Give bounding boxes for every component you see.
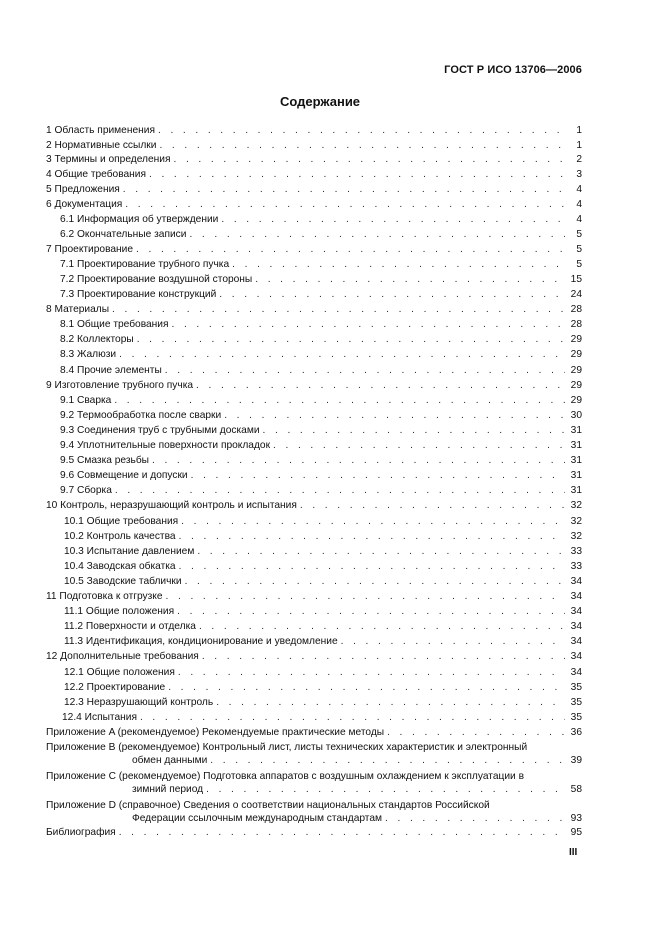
dot-leader [158,124,565,138]
dot-leader [197,545,565,559]
toc-entry [64,545,582,559]
toc-entry [64,530,582,544]
toc-entry [46,303,582,317]
toc-entry [46,590,582,604]
toc-entry-title: 9 Изготовление трубного пучка [46,380,194,391]
dot-leader [181,515,565,529]
dot-leader [168,681,565,695]
toc-entry-title: 9.4 Уплотнительные поверхности прокладок [60,440,271,451]
toc-entry-title: 9.6 Совмещение и допуски [60,470,188,481]
dot-leader [210,754,565,768]
toc-entry-page: 31 [570,455,582,466]
toc-entry-page: 35 [570,712,582,723]
toc-entry-title: Приложение A (рекомендуемое) Рекомендуемые практические методы [46,727,385,738]
toc-entry-title: 7.2 Проектирование воздушной стороны [60,274,253,285]
toc-entry-page: 5 [576,244,582,255]
toc-entry [60,484,582,498]
dot-leader [178,666,565,680]
dot-leader [224,409,565,423]
toc-entry-page: 31 [570,470,582,481]
toc-entry [64,605,582,619]
toc-entry [60,424,582,438]
toc-entry [60,439,582,453]
toc-entry [132,812,582,826]
dot-leader [166,590,565,604]
toc-entry-title: Приложение C (рекомендуемое) Подготовка аппаратов с воздушным охлаждением к эксплуатации в [46,771,524,782]
toc-entry-page: 32 [570,531,582,542]
toc-entry-page: 58 [570,784,582,795]
toc-entry-title: 9.2 Термообработка после сварки [60,410,222,421]
toc-entry-title: 8.1 Общие требования [60,319,169,330]
toc-entry-page: 5 [576,229,582,240]
dot-leader [140,711,565,725]
toc-entry-page: 29 [570,380,582,391]
toc-entry [46,826,582,840]
toc-entry [64,635,582,649]
dot-leader [179,530,565,544]
toc-entry-title: Приложение D (справочное) Сведения о соответствии национальных стандартов Российской [46,800,490,811]
toc-entry [62,711,582,725]
toc-entry-page: 39 [570,755,582,766]
toc-entry [46,183,582,197]
toc-entry [60,228,582,242]
toc-entry [46,153,582,167]
toc-entry-page: 33 [570,546,582,557]
toc-entry [46,124,582,138]
toc-entry-page: 4 [576,199,582,210]
toc-entry-page: 5 [576,259,582,270]
toc-entry-title: 1 Область применения [46,125,155,136]
toc-entry-page: 32 [570,500,582,511]
dot-leader [165,364,565,378]
dot-leader [263,424,565,438]
toc-entry-title: 3 Термины и определения [46,154,171,165]
toc-entry-page: 31 [570,425,582,436]
toc-entry [64,575,582,589]
toc-entry-title: 12 Дополнительные требования [46,651,199,662]
toc-entry-page: 1 [576,140,582,151]
toc-entry [46,770,524,784]
dot-leader [173,153,565,167]
dot-leader [185,575,565,589]
page-number: III [569,847,578,858]
toc-entry-page: 34 [570,621,582,632]
toc-entry-page: 24 [570,289,582,300]
toc-entry [64,620,582,634]
toc-entry [46,726,582,740]
toc-entry-page: 34 [570,667,582,678]
dot-leader [149,168,565,182]
toc-entry-title: 4 Общие требования [46,169,147,180]
toc-entry-title: 12.2 Проектирование [64,682,166,693]
dot-leader [387,726,565,740]
toc-entry-page: 1 [576,125,582,136]
toc-entry [60,333,582,347]
dot-leader [177,605,565,619]
toc-entry-page: 95 [570,827,582,838]
toc-entry-title: 10.5 Заводские таблички [64,576,182,587]
toc-entry-title: 10.3 Испытание давлением [64,546,195,557]
dot-leader [137,333,565,347]
toc-entry-title: 7.1 Проектирование трубного пучка [60,259,230,270]
toc-entry-page: 28 [570,304,582,315]
toc-entry [46,799,490,813]
toc-entry-title: Библиография [46,827,116,838]
toc-entry [60,409,582,423]
dot-leader [119,826,565,840]
toc-entry [46,139,582,153]
toc-entry-title: 12.1 Общие положения [64,667,175,678]
dot-leader [112,303,565,317]
toc-entry [46,243,582,257]
page-title: Содержание [279,94,361,109]
toc-entry-title: 11.2 Поверхности и отделка [64,621,196,632]
toc-entry-page: 93 [570,813,582,824]
toc-entry-page: 29 [570,395,582,406]
toc-entry-title: 2 Нормативные ссылки [46,140,157,151]
toc-entry [60,348,582,362]
toc-entry-title: 10.1 Общие требования [64,516,179,527]
toc-entry-title: 8.2 Коллекторы [60,334,134,345]
toc-entry [46,168,582,182]
toc-entry-title: 12.4 Испытания [62,712,137,723]
dot-leader [219,288,565,302]
dot-leader [202,650,565,664]
toc-entry-page: 29 [570,365,582,376]
toc-entry [64,696,582,710]
dot-leader [189,228,565,242]
toc-entry-title: 10 Контроль, неразрушающий контроль и испытания [46,500,297,511]
toc-entry-title: 9.5 Смазка резьбы [60,455,149,466]
dot-leader [300,499,565,513]
toc-entry-title: 8.4 Прочие элементы [60,365,162,376]
toc-entry-title: 6.2 Окончательные записи [60,229,187,240]
dot-leader [172,318,565,332]
dot-leader [119,348,565,362]
dot-leader [125,198,565,212]
toc-entry-title: 9.7 Сборка [60,485,112,496]
toc-entry-page: 34 [570,606,582,617]
toc-entry [46,741,527,755]
toc-entry-title: 12.3 Неразрушающий контроль [64,697,214,708]
toc-entry-title: 6 Документация [46,199,123,210]
dot-leader [255,273,565,287]
toc-entry [60,469,582,483]
toc-entry-title: 11.1 Общие положения [64,606,175,617]
toc-entry-title: 6.1 Информация об утверждении [60,214,219,225]
toc-entry-page: 30 [570,410,582,421]
toc-entry-title: 5 Предложения [46,184,120,195]
toc-entry-title: Федерации ссылочным международным стандартам [132,813,383,824]
toc-entry-page: 35 [570,697,582,708]
toc-entry [132,783,582,797]
toc-entry [60,213,582,227]
toc-entry-title: 11.3 Идентификация, кондиционирование и уведомление [64,636,338,647]
toc-entry-title: зимний период [132,784,204,795]
dot-leader [221,213,565,227]
toc-entry-title: 8 Материалы [46,304,110,315]
toc-entry [60,258,582,272]
toc-entry-page: 33 [570,561,582,572]
toc-entry-page: 28 [570,319,582,330]
toc-entry-page: 31 [570,485,582,496]
toc-entry-page: 34 [570,591,582,602]
toc-entry-page: 34 [570,651,582,662]
toc-entry [60,273,582,287]
toc-entry-page: 2 [576,154,582,165]
dot-leader [273,439,565,453]
dot-leader [385,812,565,826]
toc-entry-page: 4 [576,214,582,225]
dot-leader [206,783,565,797]
toc-entry-title: 8.3 Жалюзи [60,349,117,360]
toc-entry [132,754,582,768]
toc-entry [64,681,582,695]
toc-entry-page: 31 [570,440,582,451]
toc-entry [60,454,582,468]
toc-entry [64,666,582,680]
toc-entry-title: 11 Подготовка к отгрузке [46,591,163,602]
toc-entry [60,318,582,332]
toc-entry [60,394,582,408]
dot-leader [196,379,565,393]
toc-entry [60,288,582,302]
dot-leader [159,139,565,153]
dot-leader [123,183,565,197]
toc-entry-title: 9.1 Сварка [60,395,112,406]
toc-entry-title: 7 Проектирование [46,244,134,255]
toc-entry-title: Приложение B (рекомендуемое) Контрольный лист, листы технических характеристик и электронный [46,742,528,753]
dot-leader [179,560,565,574]
toc-entry-title: 10.4 Заводская обкатка [64,561,176,572]
toc-entry [60,364,582,378]
toc-entry-title: 7.3 Проектирование конструкций [60,289,217,300]
toc-entry-page: 36 [570,727,582,738]
page-header-doc-id: ГОСТ Р ИСО 13706—2006 [444,64,582,76]
dot-leader [115,484,565,498]
toc-entry-title: обмен данными [132,755,208,766]
dot-leader [136,243,565,257]
toc-entry-page: 29 [570,334,582,345]
toc-entry-page: 3 [576,169,582,180]
toc-entry-page: 34 [570,636,582,647]
dot-leader [191,469,565,483]
dot-leader [216,696,565,710]
dot-leader [232,258,565,272]
toc-entry-title: 9.3 Соединения труб с трубными досками [60,425,260,436]
toc-entry-page: 4 [576,184,582,195]
toc-entry-title: 10.2 Контроль качества [64,531,176,542]
dot-leader [341,635,565,649]
toc-entry-page: 35 [570,682,582,693]
toc-entry [46,650,582,664]
toc-entry [46,499,582,513]
toc-entry [64,515,582,529]
toc-entry-page: 32 [570,516,582,527]
toc-entry-page: 29 [570,349,582,360]
dot-leader [114,394,565,408]
toc-entry-page: 34 [570,576,582,587]
toc-entry-page: 15 [570,274,582,285]
dot-leader [199,620,565,634]
toc-entry [46,379,582,393]
toc-entry [64,560,582,574]
dot-leader [152,454,565,468]
toc-entry [46,198,582,212]
